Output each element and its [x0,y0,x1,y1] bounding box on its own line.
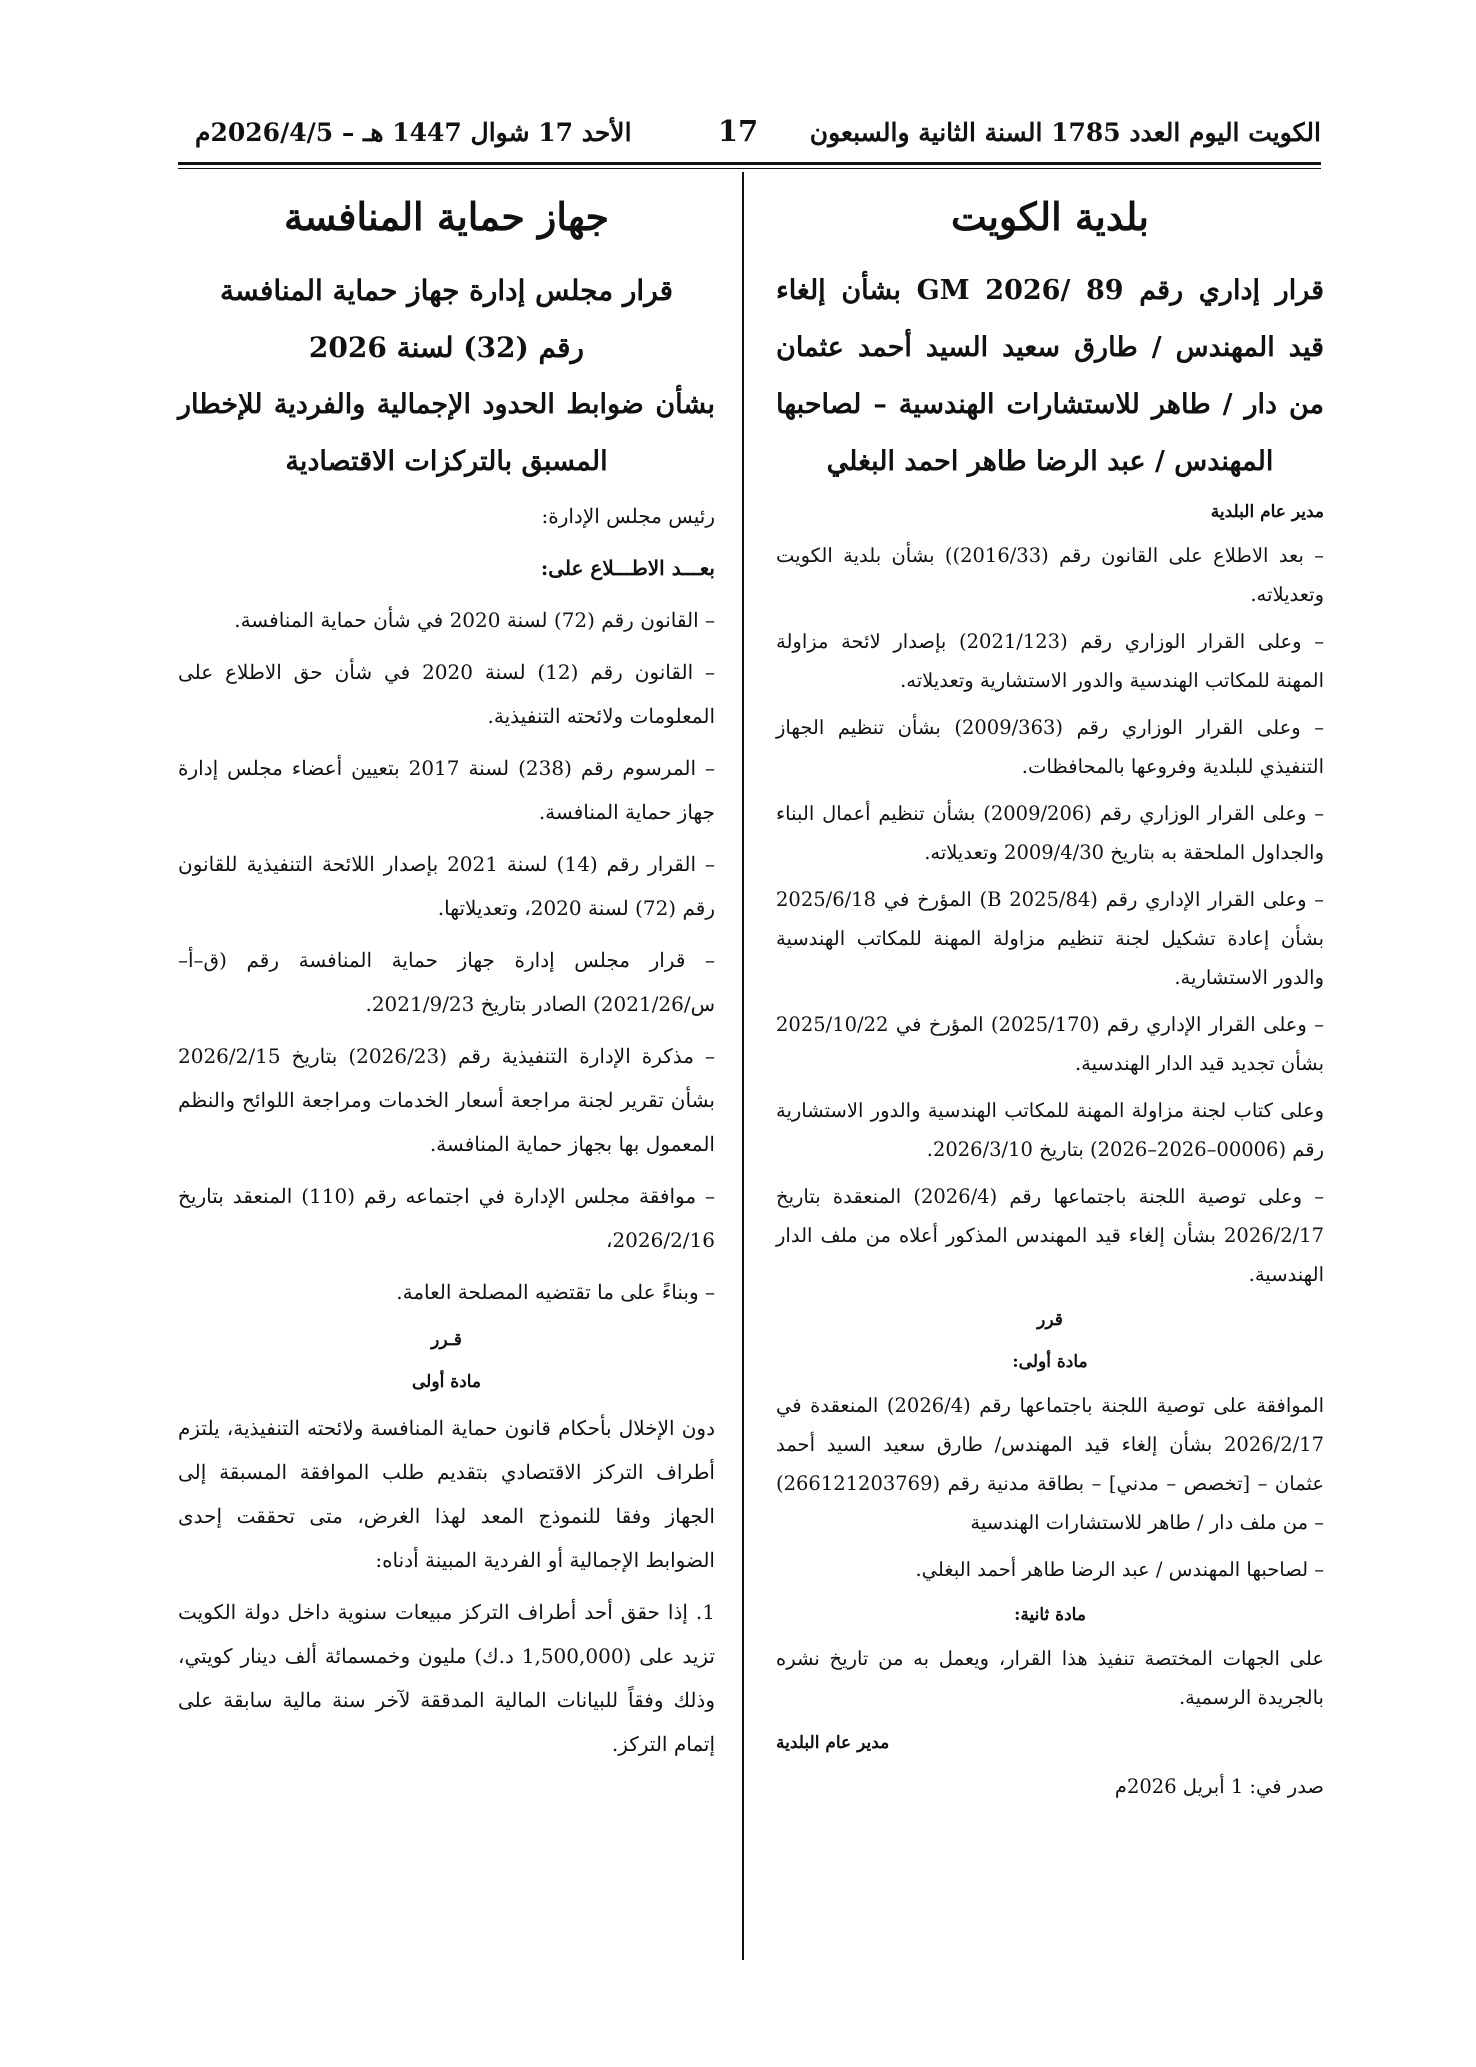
article-1-title: مادة أولى: [1012,1352,1088,1372]
issuer-label: مدير عام البلدية [1210,502,1324,522]
decision-title-line-3: بشأن ضوابط الحدود الإجمالية والفردية للإخطار المسبق بالتركزات الاقتصادية [178,389,715,477]
recital-paragraph: – قرار مجلس إدارة جهاز حماية المنافسة رقم (ق–أ–س/2021/26) الصادر بتاريخ 2021/9/23. [178,948,715,1016]
decision-title-line-1: قرار مجلس إدارة جهاز حماية المنافسة [219,274,674,307]
recital-paragraph: – القرار رقم (14) لسنة 2021 بإصدار اللائحة التنفيذية للقانون رقم (72) لسنة 2020، وتعديلاتها. [178,852,715,920]
article-2-title: مادة ثانية: [1014,1605,1086,1625]
header-rule-thick [178,162,1321,165]
recital-paragraph: – مذكرة الإدارة التنفيذية رقم (2026/23) بتاريخ 2026/2/15 بشأن تقرير لجنة مراجعة أسعار الخدمات ومراجعة اللوائح والنظم المعمول بها بجهاز حماية المنافسة. [178,1044,715,1156]
recital-paragraph: – المرسوم رقم (238) لسنة 2017 بتعيين أعضاء مجلس إدارة جهاز حماية المنافسة. [178,756,715,824]
decision-subtitle: قرار إداري رقم 89 /GM 2026 بشأن إلغاء قيد المهندس / طارق سعيد السيد أحمد عثمان من دار / طاهر للاستشارات الهندسية – لصاحبها المهندس / عبد الرضا طاهر احمد البغلي [776,275,1324,477]
recital-paragraph: – القانون رقم (72) لسنة 2020 في شأن حماية المنافسة. [234,608,715,632]
header-date: الأحد 17 شوال 1447 هـ – 2026/4/5م [195,118,632,147]
section-title-municipality: بلدية الكويت [951,194,1149,239]
decided-heading: قرر [1037,1310,1063,1330]
article-2-text: على الجهات المختصة تنفيذ هذا القرار، ويعمل به من تاريخ نشره بالجريدة الرسمية. [776,1647,1324,1709]
article-1-title: مادة أولى [412,1372,481,1392]
recital-paragraph: – القانون رقم (12) لسنة 2020 في شأن حق الاطلاع على المعلومات ولائحته التنفيذية. [178,660,716,728]
header-issue-info: الكويت اليوم العدد 1785 السنة الثانية والسبعون [809,118,1321,147]
chairman-label: رئيس مجلس الإدارة: [541,504,715,528]
page-number: 17 [717,114,759,148]
decision-title-line-2: رقم (32) لسنة 2026 [308,331,585,364]
preamble-paragraph: – بعد الاطلاع على القانون رقم (2016/33)) بشأن بلدية الكويت وتعديلاته. [776,544,1324,606]
article-1-text: الموافقة على توصية اللجنة باجتماعها رقم (2026/4) المنعقدة في 2026/2/17 بشأن إلغاء قيد المهندس/ طارق سعيد السيد أحمد عثمان – [تخصص – مدني] – بطاقة مدنية رقم (266121203769) – من ملف دار / طاهر للاستشارات الهندسية [776,1394,1324,1534]
preamble-paragraph: – وعلى القرار الوزاري رقم (2021/123) بإصدار لائحة مزاولة المهنة للمكاتب الهندسية والدور الاستشارية وتعديلاته. [776,630,1324,692]
preamble-paragraph: – وعلى القرار الإداري رقم (2025/84 B) المؤرخ في 2025/6/18 بشأن إعادة تشكيل لجنة تنظيم مزاولة المهنة للمكاتب الهندسية والدور الاستشارية. [776,888,1325,989]
preamble-paragraph: – وعلى القرار الإداري رقم (2025/170) المؤرخ في 2025/10/22 بشأن تجديد قيد الدار الهندسية. [776,1013,1324,1075]
after-review-label: بعـــد الاطـــلاع على: [540,556,715,580]
header-rule-thin [178,168,1321,169]
preamble-paragraph: – وعلى القرار الوزاري رقم (2009/206) بشأن تنظيم أعمال البناء والجداول الملحقة به بتاريخ 2009/4/30 وتعديلاته. [776,802,1324,864]
section-title-competition: جهاز حماية المنافسة [284,194,609,239]
issue-date: صدر في: 1 أبريل 2026م [1114,1775,1324,1798]
signatory: مدير عام البلدية [776,1733,890,1753]
preamble-paragraph: وعلى كتاب لجنة مزاولة المهنة للمكاتب الهندسية والدور الاستشارية رقم (00006–2026–2026) بتاريخ 2026/3/10. [776,1099,1324,1161]
recital-paragraph: – موافقة مجلس الإدارة في اجتماعه رقم (110) المنعقد بتاريخ 2026/2/16، [178,1184,716,1252]
column-divider [742,172,744,1960]
preamble-paragraph: – وعلى القرار الوزاري رقم (2009/363) بشأن تنظيم الجهاز التنفيذي للبلدية وفروعها بالمحافظات. [776,716,1324,778]
article-1-owner: – لصاحبها المهندس / عبد الرضا طاهر أحمد البغلي. [915,1558,1324,1581]
decided-heading: قـرر [431,1330,462,1350]
right-column [776,182,1324,1814]
preamble-paragraph: – وعلى توصية اللجنة باجتماعها رقم (2026/4) المنعقدة بتاريخ 2026/2/17 بشأن إلغاء قيد المهندس المذكور أعلاه من ملف الدار الهندسية. [776,1185,1324,1286]
article-1-item-1: 1. إذا حقق أحد أطراف التركز مبيعات سنوية داخل دولة الكويت تزيد على (1,500,000 د.ك) مليون وخمسمائة ألف دينار كويتي، وذلك وفقاً للبيانات المالية المدققة لآخر سنة مالية سابقة على إتمام التركز. [178,1600,715,1756]
article-1-text: دون الإخلال بأحكام قانون حماية المنافسة ولائحته التنفيذية، يلتزم أطراف التركز الاقتصادي بتقديم طلب الموافقة المسبقة إلى الجهاز وفقا للنموذج المعد لهذا الغرض، متى تحققت إحدى الضوابط الإجمالية أو الفردية المبينة أدناه: [178,1416,715,1572]
recital-paragraph: – وبناءً على ما تقتضيه المصلحة العامة. [396,1280,715,1304]
left-column [178,182,715,1774]
